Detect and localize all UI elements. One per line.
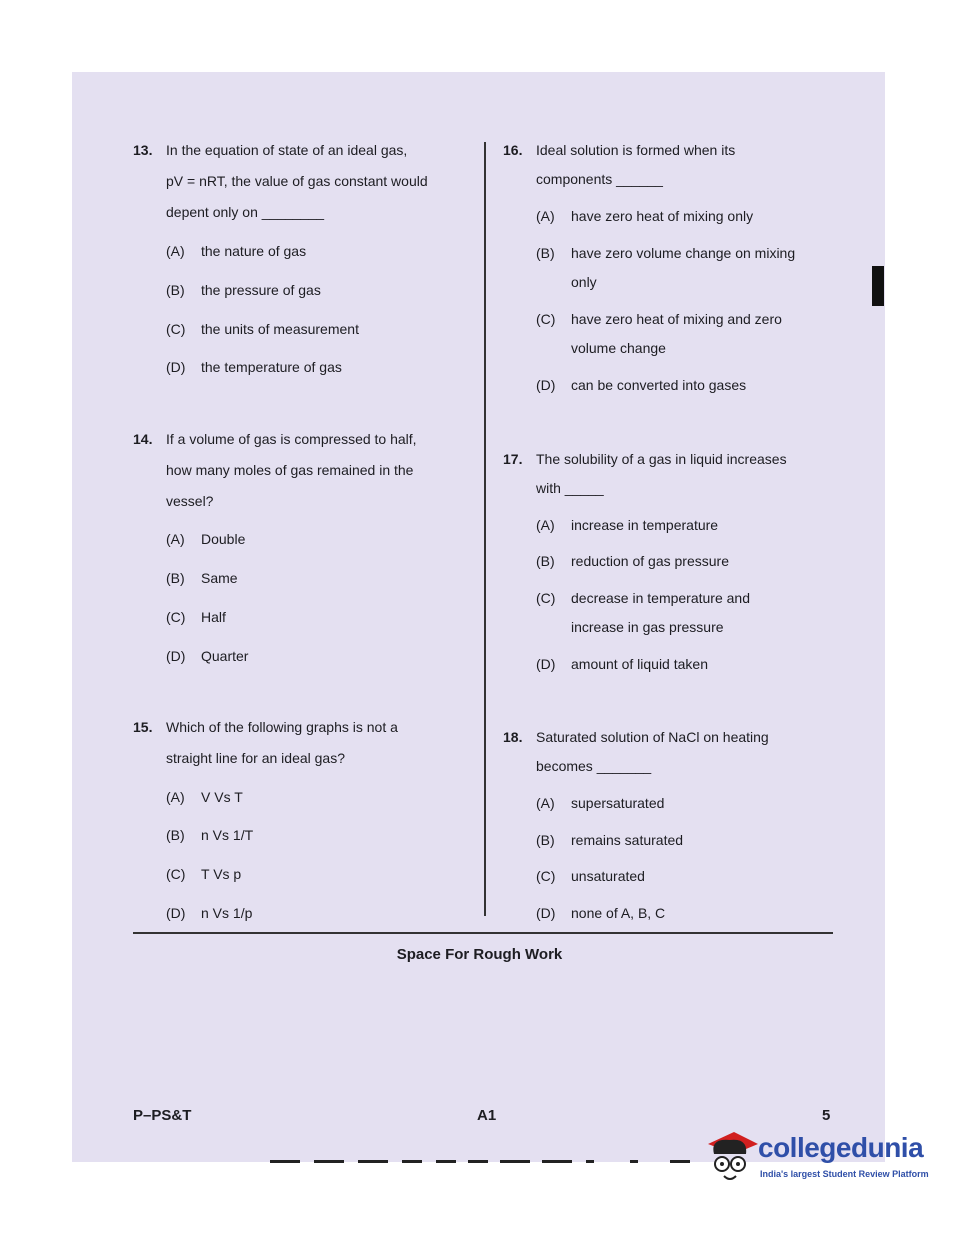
option-d[interactable]: (D) the temperature of gas [166,359,342,375]
question-text-line: vessel? [166,493,214,509]
question-text-line: components ______ [536,171,663,187]
question-number: 17. [503,451,523,467]
question-number: 13. [133,142,153,158]
question-text-line: depent only on ________ [166,204,325,220]
question-text-line: straight line for an ideal gas? [166,750,345,766]
option-c-continuation: volume change [571,340,666,356]
question-text-line: becomes _______ [536,758,652,774]
option-d[interactable]: (D) can be converted into gases [536,377,747,393]
footer-set: A1 [477,1107,497,1124]
option-c[interactable]: (C) the units of measurement [166,321,359,337]
option-a[interactable]: (A) have zero heat of mixing only [536,208,754,224]
option-b[interactable]: (B) have zero volume change on mixing [536,245,796,261]
option-b[interactable]: (B) Same [166,570,238,586]
option-b[interactable]: (B) remains saturated [536,832,684,848]
page-number: 5 [822,1107,831,1124]
option-b-continuation: only [571,274,597,290]
question-text-line: Which of the following graphs is not a [166,719,398,735]
question-text-line: pV = nRT, the value of gas constant would [166,173,428,189]
option-b[interactable]: (B) n Vs 1/T [166,827,254,843]
question-text-line: Saturated solution of NaCl on heating [536,729,769,745]
option-b[interactable]: (B) reduction of gas pressure [536,553,729,569]
option-d[interactable]: (D) amount of liquid taken [536,656,708,672]
question-number: 15. [133,719,153,735]
option-d[interactable]: (D) none of A, B, C [536,905,666,921]
collegedunia-logo[interactable] [700,1128,950,1188]
question-text-line: Ideal solution is formed when its [536,142,736,158]
option-d[interactable]: (D) n Vs 1/p [166,905,253,921]
section-rule [133,932,833,934]
option-b[interactable]: (B) the pressure of gas [166,282,321,298]
scan-registration-mark [872,266,884,306]
option-d[interactable]: (D) Quarter [166,648,249,664]
mascot-icon [700,1128,760,1188]
rough-work-heading: Space For Rough Work [396,946,563,963]
question-text-line: how many moles of gas remained in the [166,462,414,478]
question-number: 16. [503,142,523,158]
question-text-line: The solubility of a gas in liquid increases [536,451,787,467]
question-number: 14. [133,431,153,447]
option-a[interactable]: (A) supersaturated [536,795,665,811]
brand-tagline: India's largest Student Review Platform [760,1169,929,1179]
option-c[interactable]: (C) unsaturated [536,868,645,884]
option-c[interactable]: (C) have zero heat of mixing and zero [536,311,782,327]
option-a[interactable]: (A) the nature of gas [166,243,307,259]
question-text-line: with _____ [536,480,604,496]
question-number: 18. [503,729,523,745]
option-c[interactable]: (C) T Vs p [166,866,242,882]
question-text-line: If a volume of gas is compressed to half, [166,431,417,447]
footer-code: P–PS&T [133,1107,192,1124]
column-divider [484,142,486,916]
option-c[interactable]: (C) Half [166,609,226,625]
option-a[interactable]: (A) increase in temperature [536,517,719,533]
option-a[interactable]: (A) V Vs T [166,789,243,805]
option-a[interactable]: (A) Double [166,531,246,547]
option-c-continuation: increase in gas pressure [571,619,724,635]
question-text-line: In the equation of state of an ideal gas, [166,142,408,158]
brand-name: collegedunia [758,1132,924,1163]
option-c[interactable]: (C) decrease in temperature and [536,590,750,606]
